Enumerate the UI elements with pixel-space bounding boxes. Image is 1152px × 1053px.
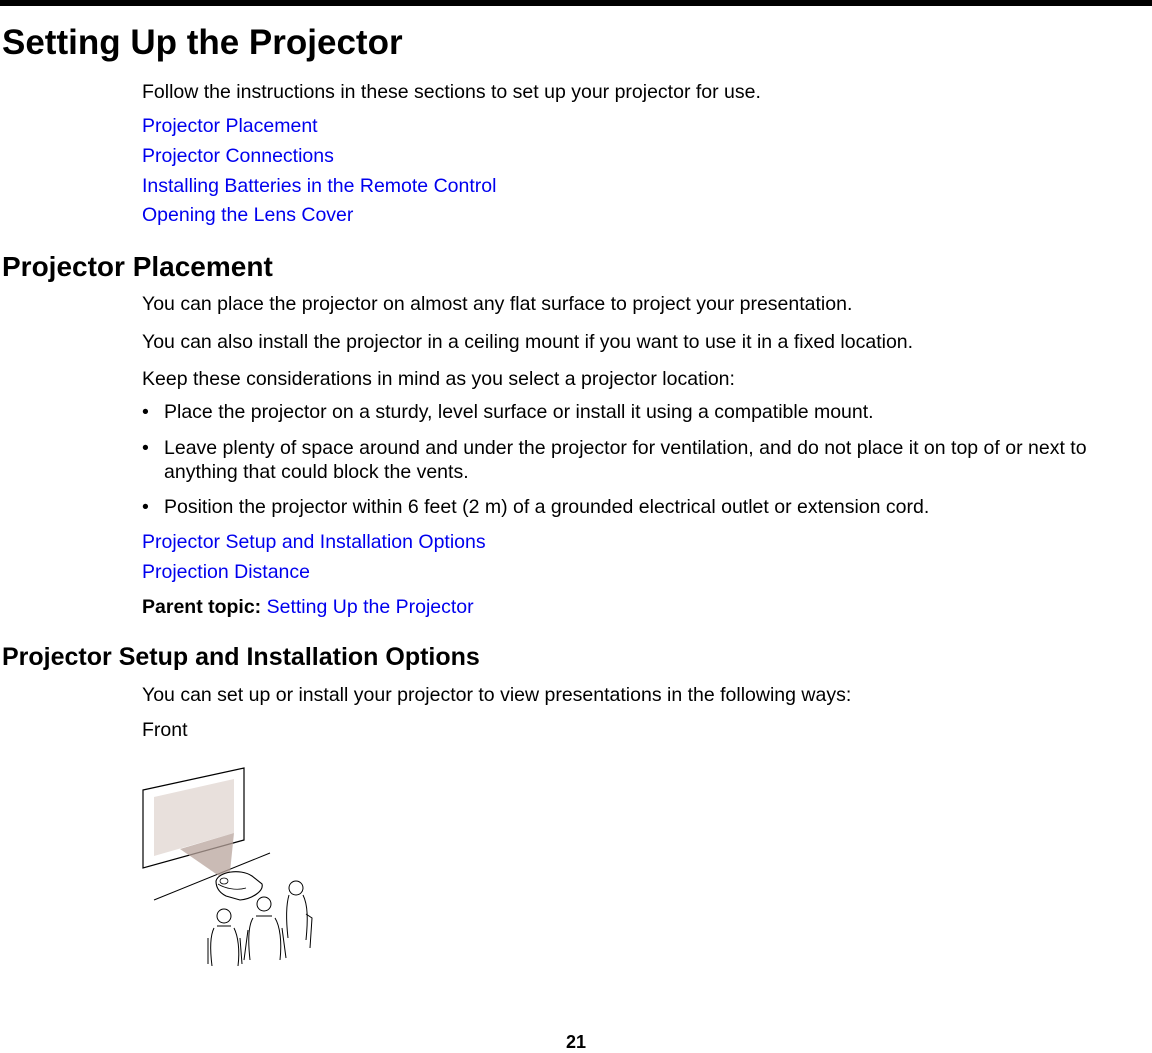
page-title: Setting Up the Projector: [2, 23, 403, 62]
link-parent-setting-up[interactable]: Setting Up the Projector: [266, 596, 474, 618]
link-opening-lens-cover[interactable]: Opening the Lens Cover: [142, 204, 354, 226]
bullet-item: Position the projector within 6 feet (2 m) of a grounded electrical outlet or extension cord.: [164, 496, 930, 518]
placement-paragraph-3: Keep these considerations in mind as you select a projector location:: [142, 368, 735, 390]
page-number: 21: [565, 1032, 587, 1052]
bullet-marker: •: [142, 496, 149, 518]
placement-paragraph-1: You can place the projector on almost any flat surface to project your presentation.: [142, 293, 853, 315]
setup-options-paragraph: You can set up or install your projector to view presentations in the following ways:: [142, 684, 852, 706]
bullet-item: Place the projector on a sturdy, level surface or install it using a compatible mount.: [164, 401, 874, 423]
top-rule: [0, 0, 1152, 6]
option-label-front: Front: [142, 719, 188, 741]
link-projector-placement[interactable]: Projector Placement: [142, 115, 318, 137]
bullet-item: Leave plenty of space around and under the projector for ventilation, and do not place it on top of or next to anything that could block the vents.: [164, 437, 1087, 483]
link-projector-connections[interactable]: Projector Connections: [142, 145, 334, 167]
intro-text: Follow the instructions in these sections to set up your projector for use.: [142, 81, 761, 103]
link-setup-installation-options[interactable]: Projector Setup and Installation Options: [142, 531, 486, 553]
front-projection-illustration: [140, 760, 320, 970]
bullet-marker: •: [142, 437, 149, 459]
section-heading-setup-options: Projector Setup and Installation Options: [2, 643, 480, 671]
bullet-marker: •: [142, 401, 149, 423]
link-installing-batteries[interactable]: Installing Batteries in the Remote Control: [142, 175, 497, 197]
section-heading-placement: Projector Placement: [2, 251, 273, 282]
placement-paragraph-2: You can also install the projector in a ceiling mount if you want to use it in a fixed location.: [142, 331, 914, 353]
parent-topic: [142, 595, 474, 619]
link-projection-distance[interactable]: Projection Distance: [142, 561, 310, 583]
parent-topic-label: Parent topic:: [142, 596, 262, 618]
